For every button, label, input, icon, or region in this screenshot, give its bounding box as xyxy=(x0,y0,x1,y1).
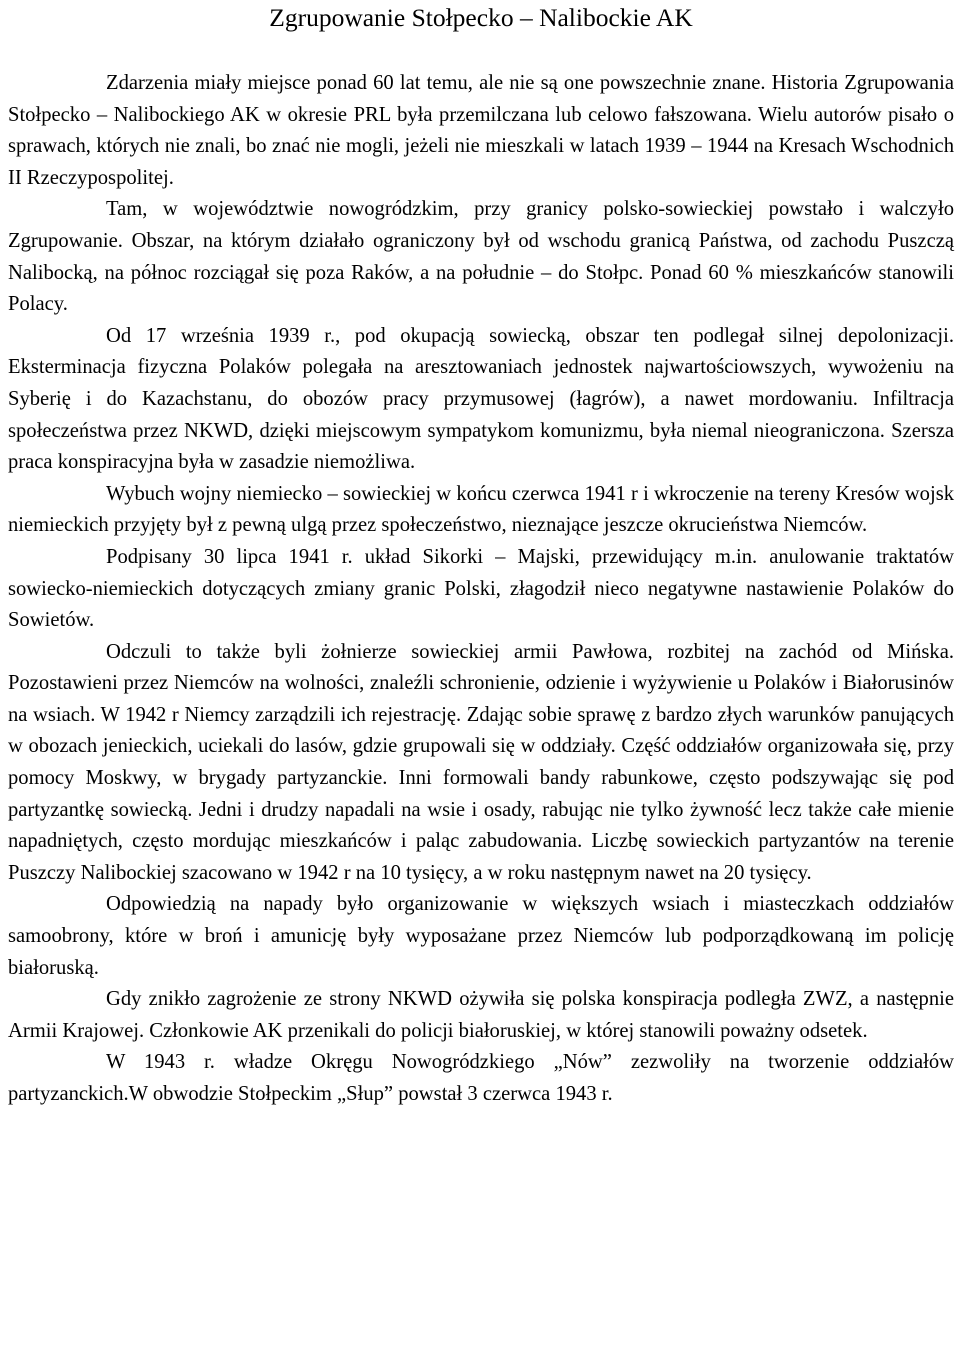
paragraph: Odczuli to także byli żołnierze sowieckiej armii Pawłowa, rozbitej na zachód od Mińska. Pozostawieni przez Niemców na wolności, znaleźli schronienie, odzienie i wyżywienie u Polaków i Białorusinów na wsiach. W 1942 r Niemcy zarządzili ich rejestrację. Zdając sobie sprawę z bardzo złych warunków panujących w obozach jenieckich, uciekali do lasów, gdzie grupowali się w oddziały. Część oddziałów organizowała się, przy pomocy Moskwy, w brygady partyzanckie. Inni formowali bandy rabunkowe, często podszywając się pod partyzantkę sowiecką. Jedni i drudzy napadali na wsie i osady, rabując nie tylko żywność lecz także całe mienie napadniętych, często mordując mieszkańców i paląc zabudowania. Liczbę sowieckich partyzantów na terenie Puszczy Nalibockiej szacowano w 1942 r na 10 tysięcy, a w roku następnym nawet na 20 tysięcy. xyxy=(8,640,954,884)
paragraph: Od 17 września 1939 r., pod okupacją sowiecką, obszar ten podlegał silnej depolonizacji. Eksterminacja fizyczna Polaków polegała na aresztowaniach jednostek najwartościowszych, wywożeniu na Syberię i do Kazachstanu, do obozów pracy przymusowej (łagrów), a nawet mordowaniu. Infiltracja społeczeństwa przez NKWD, dzięki miejscowym sympatykom komunizmu, była niemal nieograniczona. Szersza praca konspiracyjna była w zasadzie niemożliwa. xyxy=(8,324,954,474)
paragraph: Wybuch wojny niemiecko – sowieckiej w końcu czerwca 1941 r i wkroczenie na tereny Kresów wojsk niemieckich przyjęty był z pewną ulgą przez społeczeństwo, nieznające jeszcze okrucieństwa Niemców. xyxy=(8,482,954,537)
paragraph: Odpowiedzią na napady było organizowanie w większych wsiach i miasteczkach oddziałów samoobrony, które w broń i amunicję były wyposażane przez Niemców lub podporządkowaną im policję białoruską. xyxy=(8,893,954,979)
paragraph: Gdy znikło zagrożenie ze strony NKWD ożywiła się polska konspiracja podległa ZWZ, a następnie Armii Krajowej. Członkowie AK przenikali do policji białoruskiej, w której stanowili poważny odsetek. xyxy=(8,988,954,1042)
paragraph: Tam, w województwie nowogródzkim, przy granicy polsko-sowieckiej powstało i walczyło Zgrupowanie. Obszar, na którym działało ograniczony był od wschodu granicą Państwa, od zachodu Puszczą Nalibocką, na północ rozciągał się poza Raków, a na południe – do Stołpc. Ponad 60 % mieszkańców stanowili Polacy. xyxy=(8,198,954,316)
document-page xyxy=(8,0,954,1111)
document-body xyxy=(8,68,954,1111)
paragraph: W 1943 r. władze Okręgu Nowogródzkiego „Nów” zezwoliły na tworzenie oddziałów partyzanckich.W obwodzie Stołpeckim „Słup” powstał 3 czerwca 1943 r. xyxy=(8,1051,954,1105)
paragraph: Zdarzenia miały miejsce ponad 60 lat temu, ale nie są one powszechnie znane. Historia Zgrupowania Stołpecko – Nalibockiego AK w okresie PRL była przemilczana lub celowo fałszowana. Wielu autorów pisało o sprawach, których nie znali, bo znać nie mogli, jeżeli nie mieszkali w latach 1939 – 1944 na Kresach Wschodnich II Rzeczypospolitej. xyxy=(8,72,954,189)
page-title: Zgrupowanie Stołpecko – Nalibockie AK xyxy=(269,3,693,32)
paragraph: Podpisany 30 lipca 1941 r. układ Sikorki – Majski, przewidujący m.in. anulowanie traktatów sowiecko-niemieckich dotyczących zmiany granic Polski, złagodził nieco negatywne nastawienie Polaków do Sowietów. xyxy=(8,545,954,632)
